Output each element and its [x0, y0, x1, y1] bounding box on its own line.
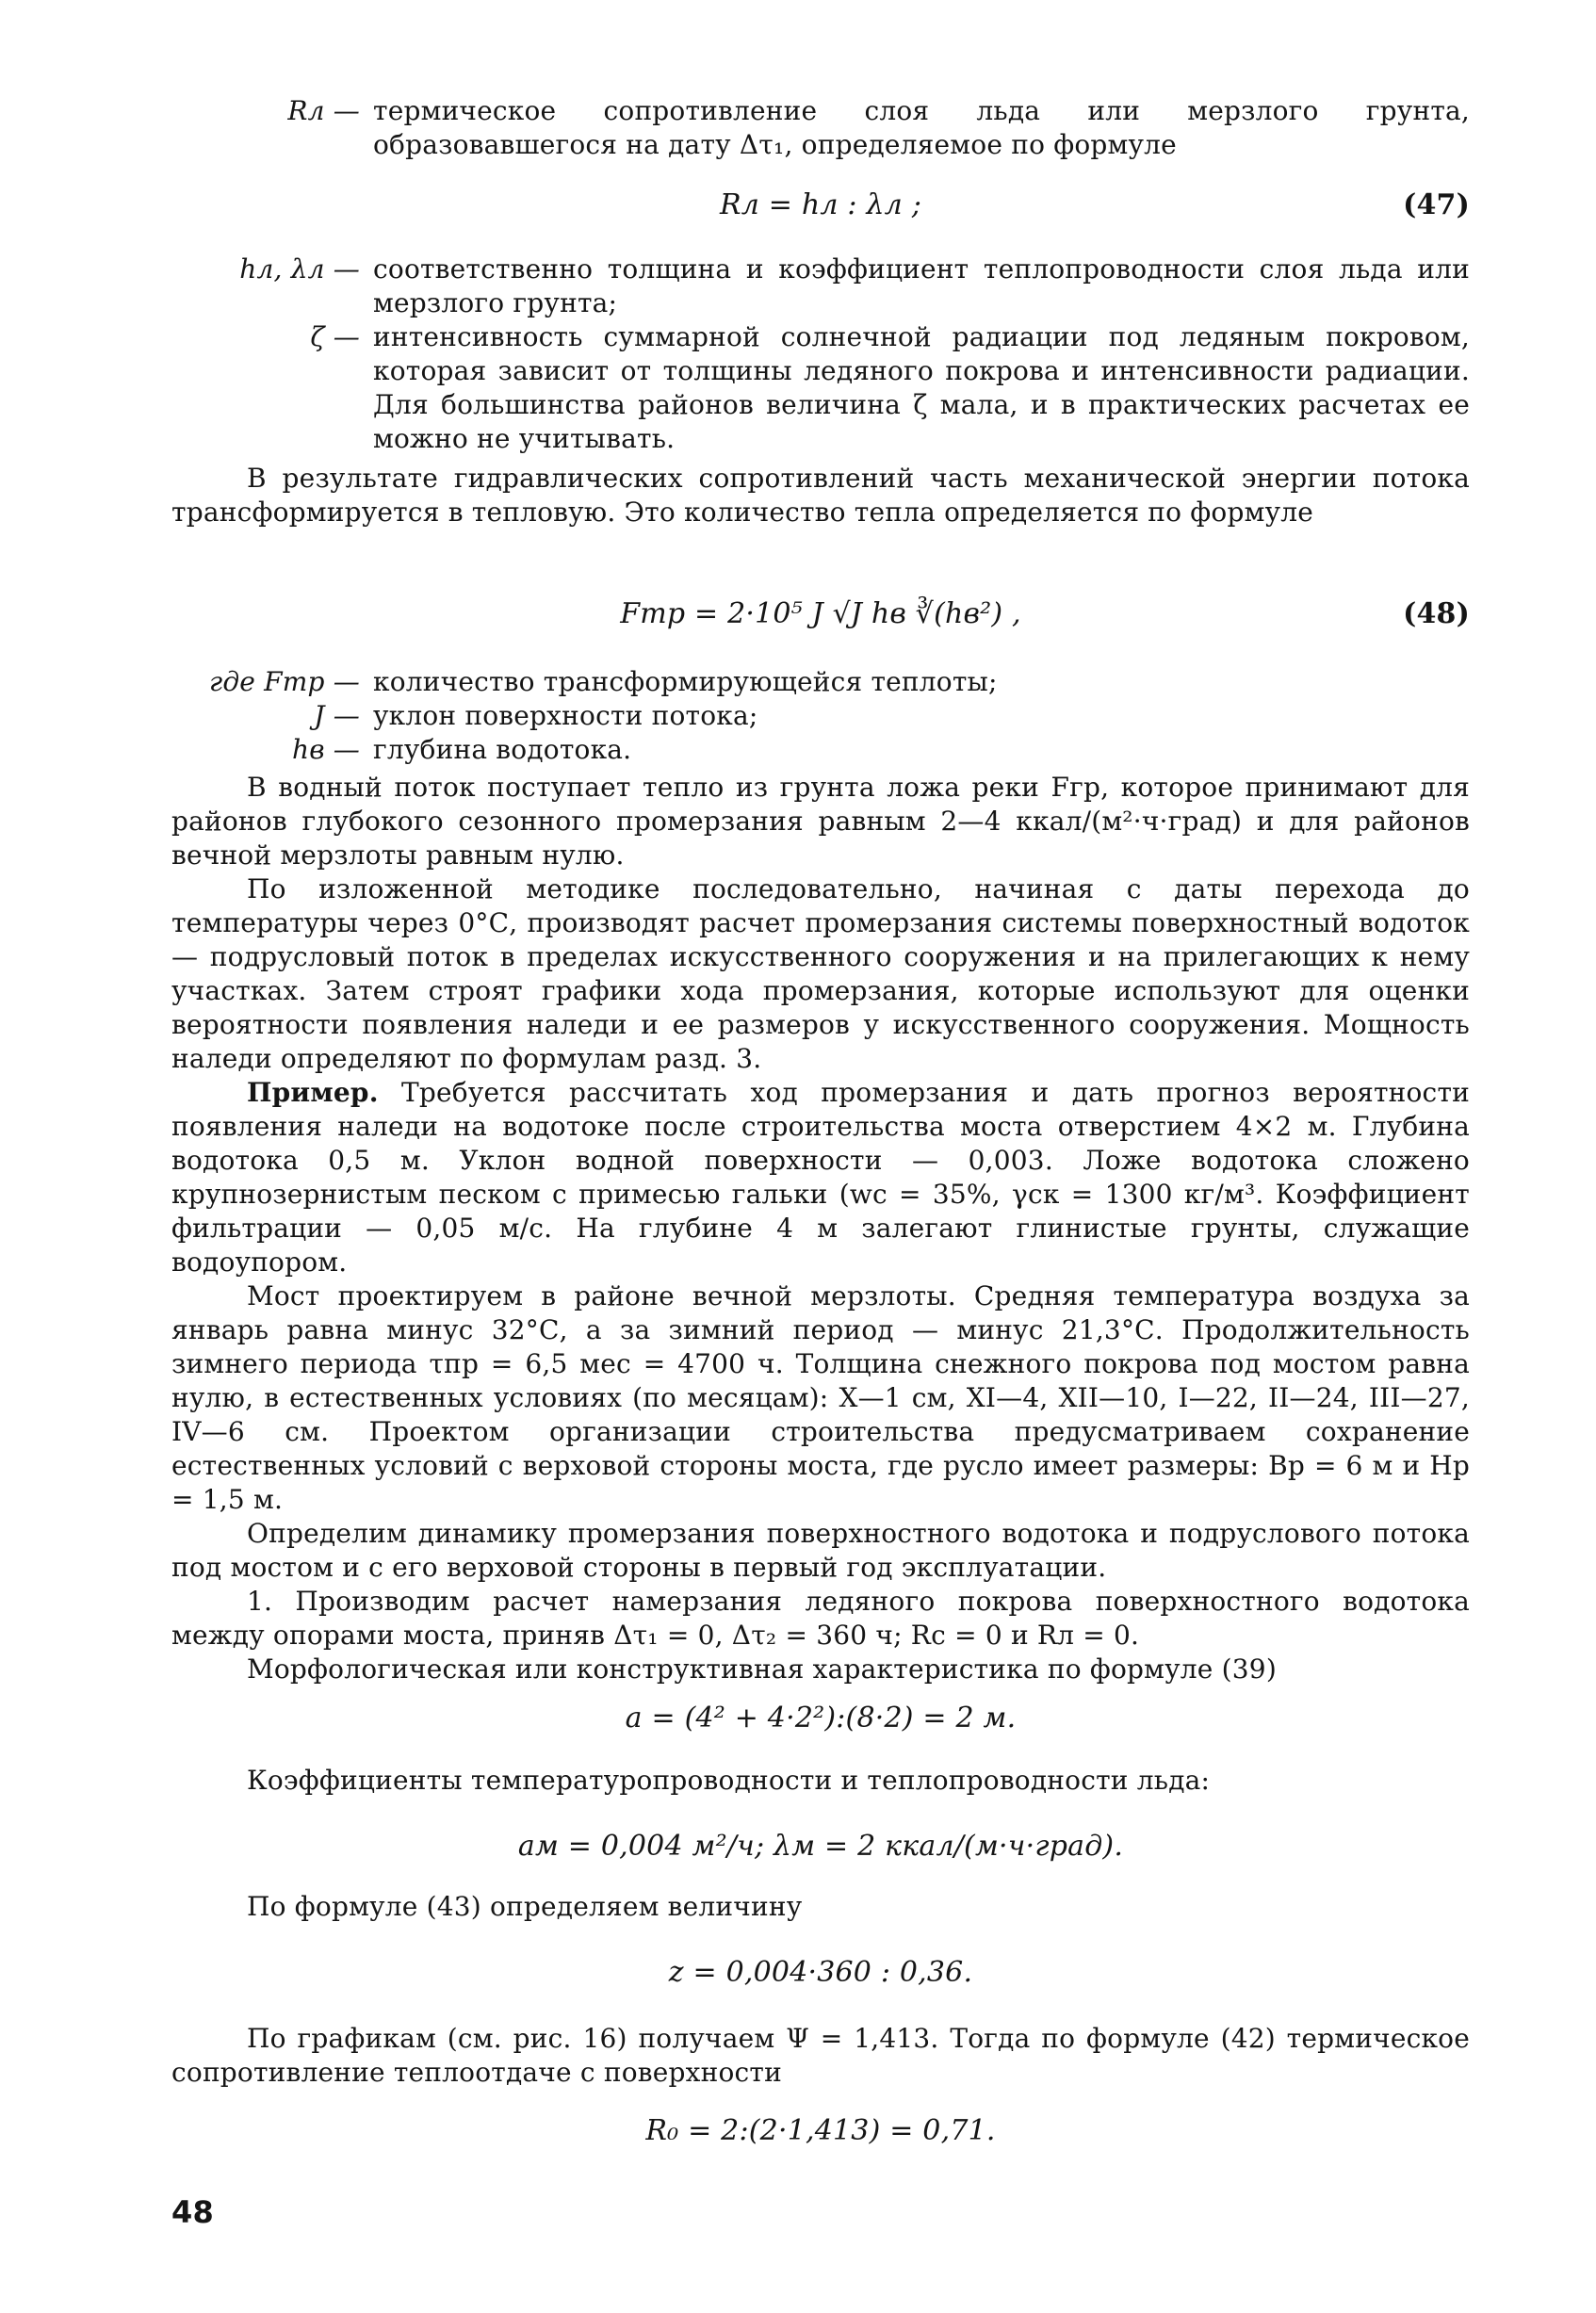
formula-r0: [171, 2110, 1470, 2152]
paragraph: Коэффициенты температуропроводности и теплопроводности льда:: [247, 1765, 1211, 1796]
definition-item: [171, 320, 1470, 456]
formula-expression: R₀ = 2:(2·1,413) = 0,71.: [645, 2114, 996, 2147]
definition-list-top: [171, 94, 1470, 162]
definition-term: hл, λл —: [239, 253, 360, 285]
paragraph: 1. Производим расчет намерзания ледяного покрова поверхностного водотока между опорами моста, приняв Δτ₁ = 0, Δτ₂ = 360 ч; Rс = 0 и Rл = 0.: [171, 1586, 1470, 1651]
formula-expression: aм = 0,004 м²/ч; λм = 2 ккал/(м·ч·град).: [517, 1830, 1124, 1863]
paragraph: Морфологическая или конструктивная характеристика по формуле (39): [247, 1653, 1277, 1685]
formula-z: [171, 1952, 1470, 1994]
paragraph: Мост проектируем в районе вечной мерзлоты. Средняя температура воздуха за январь равна минус 32°С, а за зимний период — минус 21,3°С. Продолжительность зимнего периода τпр = 6,5 мес = 4700 ч. Толщина снежного покрова под мостом равна нулю, в естественных условиях (по месяцам): X—1 см, XI—4, XII—10, I—22, II—24, III—27, IV—6 см. Проектом организации строительства предусматриваем сохранение естественных условий с верховой стороны моста, где русло имеет размеры: Bр = 6 м и Hр = 1,5 м.: [171, 1280, 1470, 1515]
paragraph-coefficients: [171, 1764, 1470, 1798]
definition-item: [171, 94, 1470, 162]
formula-expression: Fтр = 2·10⁵ J √J hв ∛(hв²) ,: [620, 597, 1021, 630]
paragraph: По изложенной методике последовательно, начиная с даты перехода до температуры через 0°С, производят расчет промерзания системы поверхностный водоток — подрусловый поток в пределах искусственного сооружения и на прилегающих к нему участках. Затем строят графики хода промерзания, которые используют для оценки вероятности появления наледи и ее размеров у искусственного сооружения. Мощность наледи определяют по формулам разд. 3.: [171, 873, 1470, 1074]
formula-expression: Rл = hл : λл ;: [719, 188, 922, 221]
equation-number: (48): [1403, 597, 1470, 630]
formula-48: [171, 594, 1470, 635]
definition-item: [171, 252, 1470, 320]
definition-text: соответственно толщина и коэффициент теплопроводности слоя льда или мерзлого грунта;: [373, 253, 1470, 318]
formula-expression: a = (4² + 4·2²):(8·2) = 2 м.: [625, 1702, 1017, 1735]
definition-text: термическое сопротивление слоя льда или мерзлого грунта, образовавшегося на дату Δτ₁, определяемое по формуле: [373, 95, 1470, 160]
paragraph-graph: [171, 2022, 1470, 2090]
example-label: Пример.: [247, 1077, 379, 1108]
definition-term: где Fтр —: [209, 666, 360, 697]
definition-text: уклон поверхности потока;: [373, 700, 758, 731]
paragraph: По графикам (см. рис. 16) получаем Ψ = 1,413. Тогда по формуле (42) термическое сопротивление теплоотдаче с поверхности: [171, 2023, 1470, 2088]
paragraph-formula-43: [171, 1890, 1470, 1924]
paragraph: В результате гидравлических сопротивлений часть механической энергии потока трансформируется в тепловую. Это количество тепла определяется по формуле: [171, 463, 1470, 528]
formula-47: [171, 185, 1470, 226]
definition-text: глубина водотока.: [373, 734, 632, 765]
definition-list-mid: [171, 252, 1470, 456]
example-paragraph: [171, 1076, 1470, 1279]
definition-item: [171, 699, 1470, 733]
formula-coefficients: [171, 1826, 1470, 1867]
paragraph-heat: [171, 462, 1470, 529]
equation-number: (47): [1403, 188, 1470, 221]
definition-term: Rл —: [287, 95, 360, 126]
formula-expression: z = 0,004·360 : 0,36.: [668, 1956, 973, 1989]
definition-list-where: [171, 665, 1470, 767]
definition-text: количество трансформирующейся теплоты;: [373, 666, 998, 697]
paragraph: По формуле (43) определяем величину: [247, 1891, 803, 1922]
definition-term: ζ —: [310, 321, 360, 352]
definition-term: J —: [314, 700, 360, 731]
paragraph: В водный поток поступает тепло из грунта ложа реки Fгр, которое принимают для районов глубокого сезонного промерзания равным 2—4 ккал/(м²·ч·град) и для районов вечной мерзлоты равным нулю.: [171, 772, 1470, 871]
example-text: Требуется рассчитать ход промерзания и дать прогноз вероятности появления наледи на водотоке после строительства моста отверстием 4×2 м. Глубина водотока 0,5 м. Уклон водной поверхности — 0,003. Ложе водотока сложено крупнозернистым песком с примесью гальки (wс = 35%, γск = 1300 кг/м³. Коэффициент фильтрации — 0,05 м/с. На глубине 4 м залегают глинистые грунты, служащие водоупором.: [171, 1077, 1470, 1278]
definition-item: [171, 733, 1470, 767]
definition-item: [171, 665, 1470, 699]
paragraph: Определим динамику промерзания поверхностного водотока и подруслового потока под мостом и с его верховой стороны в первый год эксплуатации.: [171, 1518, 1470, 1583]
body-text: [171, 771, 1470, 1686]
page-number: 48: [171, 2194, 214, 2230]
definition-text: интенсивность суммарной солнечной радиации под ледяным покровом, которая зависит от толщины ледяного покрова и интенсивности радиации. Для большинства районов величина ζ мала, и в практических расчетах ее можно не учитывать.: [373, 321, 1470, 454]
formula-a: [171, 1698, 1470, 1739]
definition-term: hв —: [291, 734, 360, 765]
